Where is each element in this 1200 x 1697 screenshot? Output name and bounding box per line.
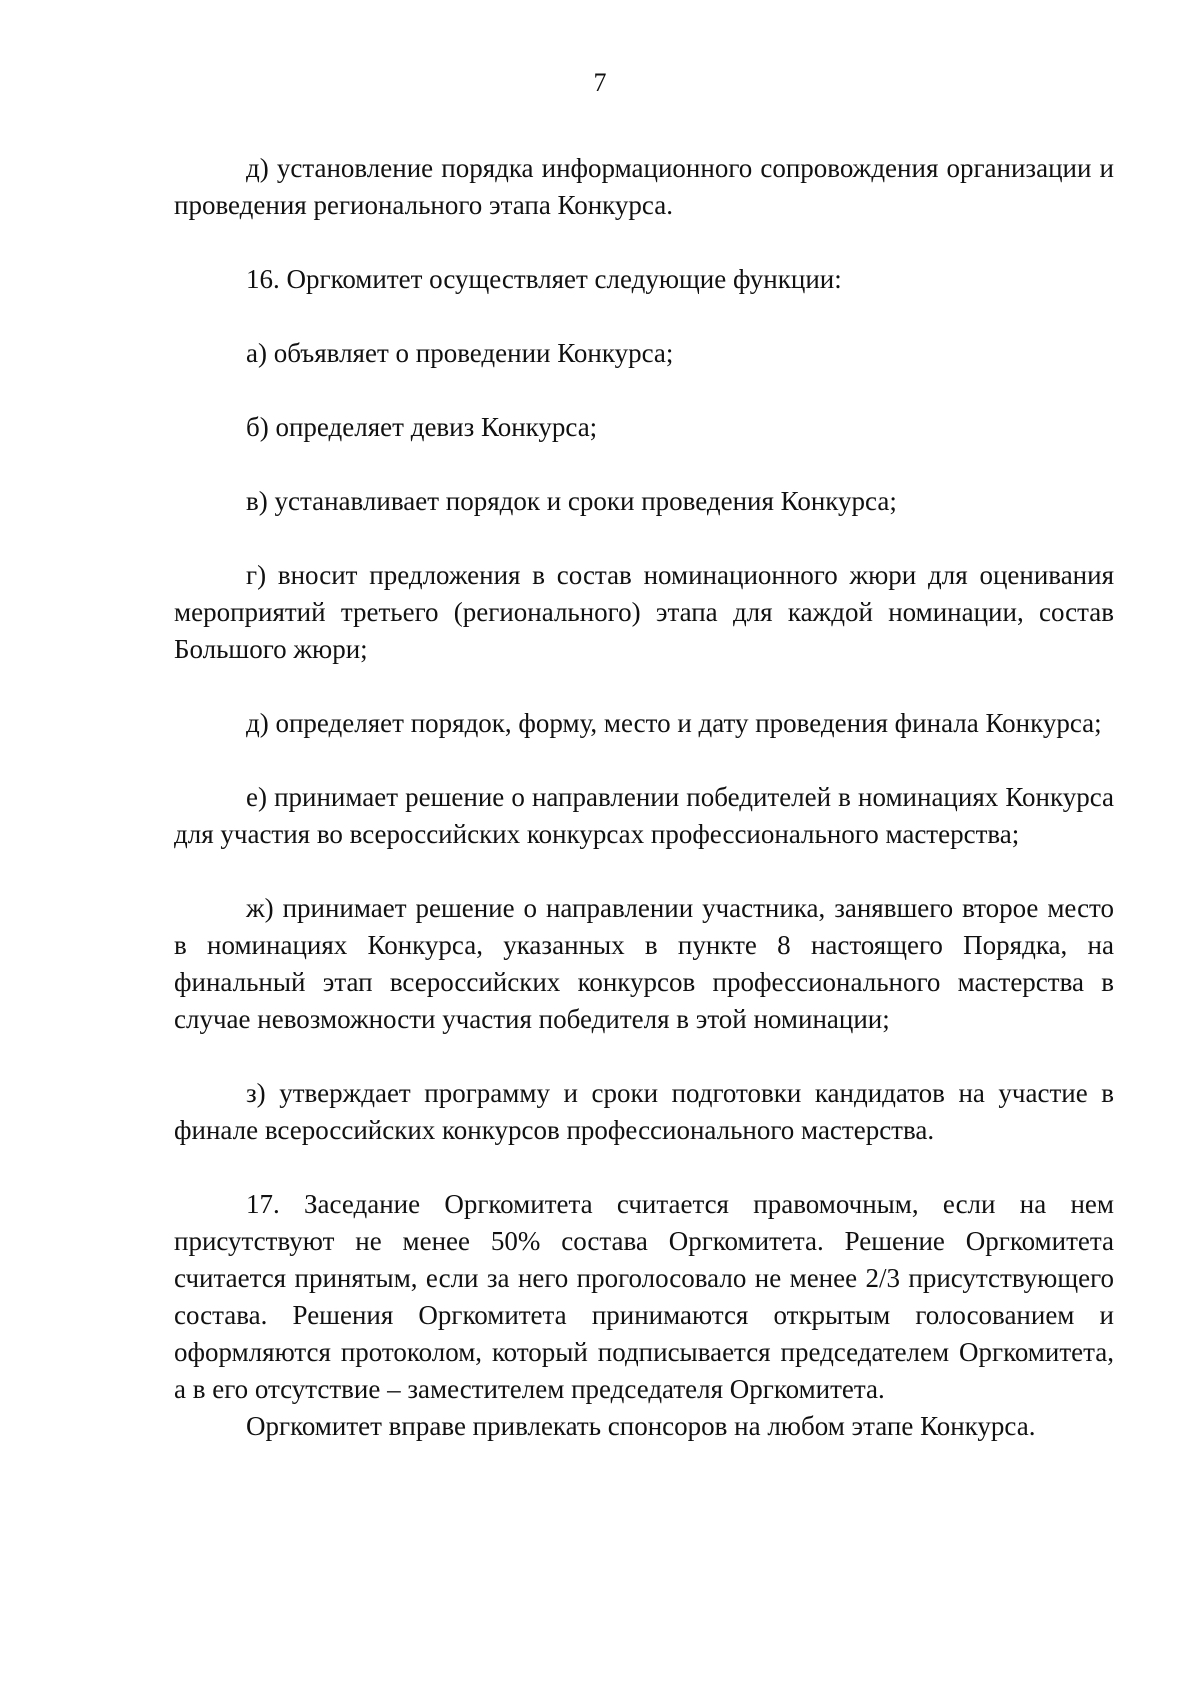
list-item-a: а) объявляет о проведении Конкурса; (246, 338, 674, 368)
paragraph-17: 17. Заседание Оргкомитета считается правомочным, если на нем присутствуют не менее 50% состава Оргкомитета. Решение Оргкомитета считается принятым, если за него проголосовало не менее 2/3 присутствующего состава. Решения Оргкомитета принимаются открытым голосованием и оформляются протоколом, который подписывается председателем Оргкомитета, а в его отсутствие – заместителем председателя Оргкомитета. (174, 1189, 1114, 1404)
list-item-g: г) вносит предложения в состав номинационного жюри для оценивания мероприятий третьего (регионального) этапа для каждой номинации, состав Большого жюри; (174, 560, 1114, 664)
list-item-d: д) определяет порядок, форму, место и дату проведения финала Конкурса; (246, 708, 1102, 738)
paragraph-sponsors: Оргкомитет вправе привлекать спонсоров на любом этапе Конкурса. (246, 1411, 1036, 1441)
list-item-z: з) утверждает программу и сроки подготовки кандидатов на участие в финале всероссийских конкурсов профессионального мастерства. (174, 1078, 1114, 1145)
list-item-v: в) устанавливает порядок и сроки проведения Конкурса; (246, 486, 897, 516)
document-body (174, 150, 1114, 1445)
list-item-b: б) определяет девиз Конкурса; (246, 412, 598, 442)
paragraph-16-heading: 16. Оргкомитет осуществляет следующие функции: (246, 264, 842, 294)
list-item-e: е) принимает решение о направлении победителей в номинациях Конкурса для участия во всероссийских конкурсах профессионального мастерства; (174, 782, 1114, 849)
list-item-zh: ж) принимает решение о направлении участника, занявшего второе место в номинациях Конкурса, указанных в пункте 8 настоящего Порядка, на финальный этап всероссийских конкурсов профессионального мастерства в случае невозможности участия победителя в этой номинации; (174, 893, 1114, 1034)
paragraph-d-information-support: д) установление порядка информационного сопровождения организации и проведения регионального этапа Конкурса. (174, 153, 1114, 220)
page-number: 7 (593, 68, 607, 97)
